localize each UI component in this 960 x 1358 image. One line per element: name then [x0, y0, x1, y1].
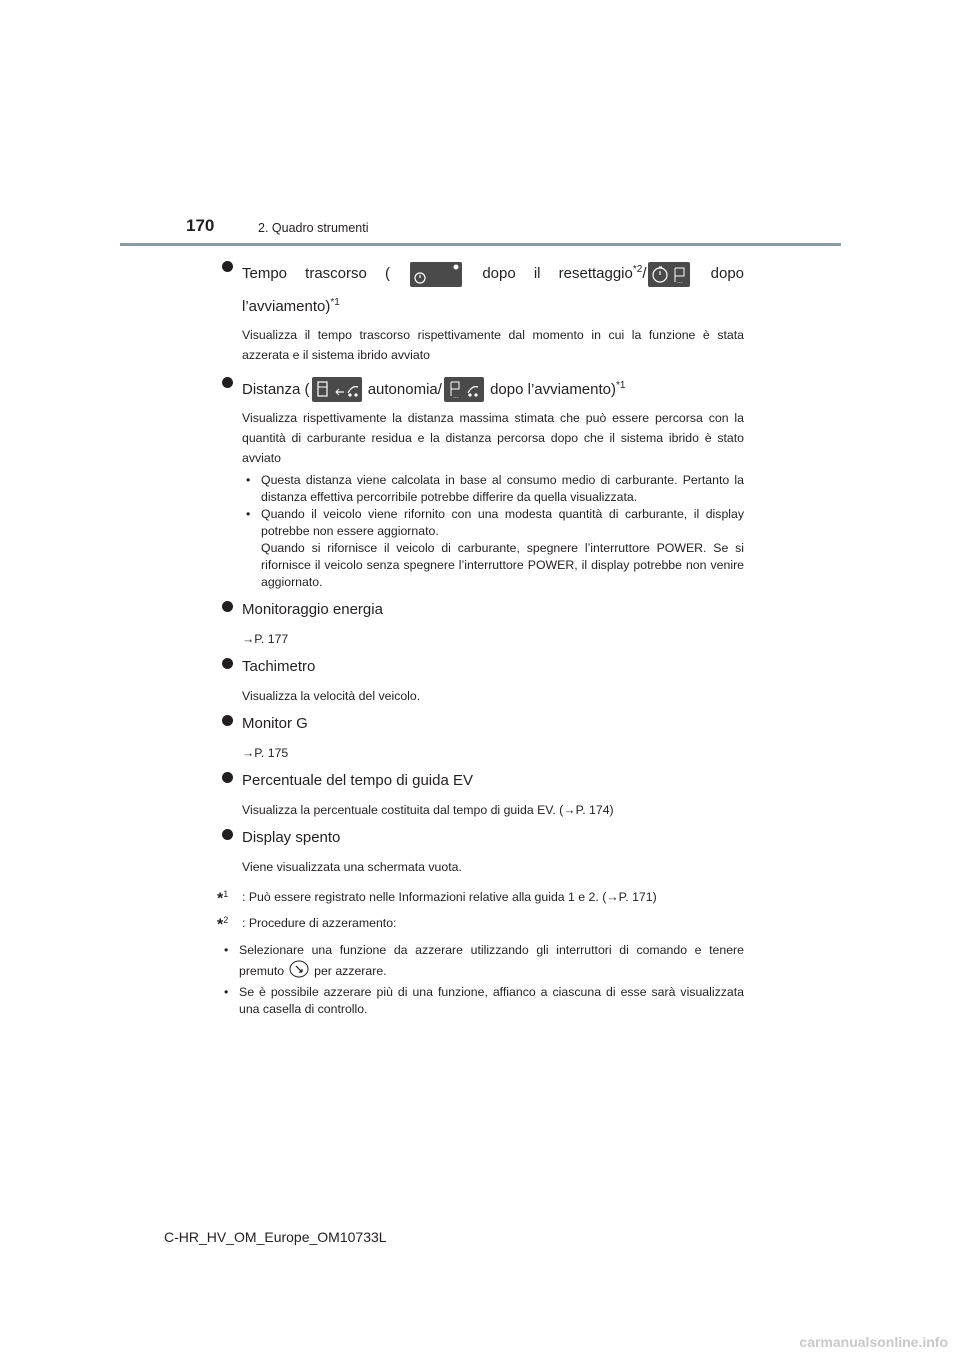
page-number: 170	[186, 216, 215, 235]
notes-list	[242, 472, 744, 591]
content	[217, 255, 745, 1018]
page-reference: →P. 177	[242, 632, 289, 647]
fuel-range-icon	[312, 377, 362, 402]
item-display-off	[220, 825, 744, 876]
footnote-1: *$^1$ : Può essere registrato nelle Informazioni relative alla guida 1 e 2. (→P. 171)	[217, 889, 657, 908]
footnote-2: *$^2$ : Procedure di azzeramento:	[217, 915, 397, 934]
stopwatch-trip-icon	[648, 262, 690, 287]
item-description: Visualizza il tempo trascorso rispettivamente dal momento in cui la funzione è stata azzerata e il sistema ibrido avviato	[242, 327, 744, 362]
item-heading: Tempo trascorso ( dopo il resettaggio$^{*2}$/ ... dopo	[242, 257, 744, 287]
enter-dial-icon	[288, 959, 310, 984]
header-rule	[120, 243, 841, 246]
section-title: 2. Quadro strumenti	[258, 221, 369, 235]
bullet	[222, 658, 233, 669]
bullet	[222, 829, 233, 840]
item-energy-monitor	[220, 597, 744, 648]
list-item: Quando si rifornisce il veicolo di carburante, spegnere l’interruttore POWER. Se si rifornisce il veicolo senza spegnere l’interruttore POWER, il display potrebbe non venire aggiornato.	[261, 541, 744, 590]
page-reference: →P. 175	[242, 746, 289, 761]
item-description: Viene visualizzata una schermata vuota.	[242, 860, 462, 875]
list-item: • Selezionare una funzione da azzerare utilizzando gli interruttori di comando e tenere premuto per azzerare.	[220, 942, 744, 984]
item-description: Visualizza la percentuale costituita dal tempo di guida EV. (→P. 174)	[242, 803, 614, 818]
svg-text:...: ...	[677, 277, 684, 285]
item-elapsed-time	[220, 257, 744, 365]
trip-distance-icon	[444, 377, 484, 402]
list-item: • Questa distanza viene calcolata in base al consumo medio di carburante. Pertanto la distanza effettiva percorribile potrebbe differire da quella visualizzata.	[246, 473, 744, 505]
watermark: carmanualsonline.info	[799, 1334, 948, 1350]
item-g-monitor	[220, 711, 744, 762]
bullet	[222, 601, 233, 612]
svg-text:...: ...	[452, 393, 459, 401]
document-code: C-HR_HV_OM_Europe_OM10733L	[164, 1229, 387, 1245]
item-heading: Tachimetro	[242, 658, 316, 676]
item-heading-cont: l’avviamento)$^{*1}$	[242, 296, 340, 315]
bullet	[222, 377, 233, 388]
item-heading: Monitor G	[242, 715, 308, 733]
item-description: Visualizza rispettivamente la distanza massima stimata che può essere percorsa con la quantità di carburante residua e la distanza percorsa dopo che il sistema ibrido è stato avviato	[242, 411, 744, 466]
item-heading: Monitoraggio energia	[242, 601, 383, 619]
item-distance	[220, 373, 744, 592]
item-description: Visualizza la velocità del veicolo.	[242, 689, 421, 704]
stopwatch-reset-icon	[410, 262, 462, 287]
item-heading: Display spento	[242, 829, 341, 847]
item-heading: Distanza ( autonomia/ ... dopo l’avviamento)$^{*1}$	[242, 373, 744, 403]
item-heading: Percentuale del tempo di guida EV	[242, 772, 473, 790]
bullet	[222, 772, 233, 783]
bullet	[222, 261, 233, 272]
item-speedometer	[220, 654, 744, 705]
bullet	[222, 715, 233, 726]
list-item: • Quando il veicolo viene rifornito con una modesta quantità di carburante, il display potrebbe non essere aggiornato.	[246, 507, 744, 539]
list-item: • Se è possibile azzerare più di una funzione, affianco a ciascuna di esse sarà visualizzata una casella di controllo.	[224, 985, 744, 1017]
footnote-notes	[220, 942, 744, 1018]
item-ev-ratio	[220, 768, 744, 819]
